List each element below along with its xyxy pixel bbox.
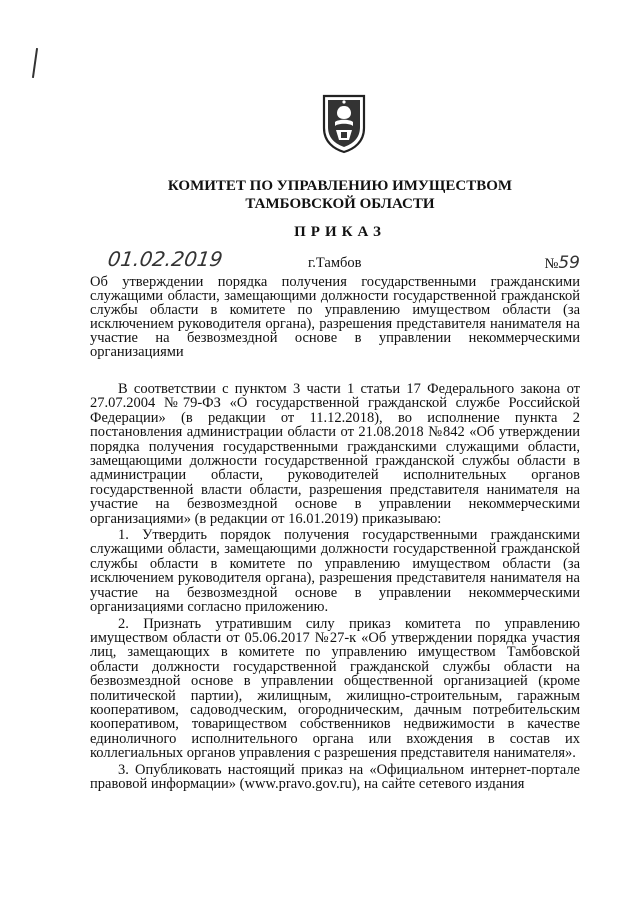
document-type-title: ПРИКАЗ bbox=[294, 224, 386, 240]
order-number bbox=[545, 253, 580, 273]
coat-of-arms-icon bbox=[321, 92, 367, 154]
number-prefix: № bbox=[544, 256, 559, 272]
committee-name-line2: ТАМБОВСКОЙ ОБЛАСТИ bbox=[245, 196, 435, 212]
date-number-line bbox=[90, 247, 580, 277]
committee-name-line1: КОМИТЕТ ПО УПРАВЛЕНИЮ ИМУЩЕСТВОМ bbox=[167, 178, 513, 194]
preamble-paragraph: В соответствии с пунктом 3 части 1 статьи 17 Федерального закона от 27.07.2004 №79-ФЗ «О государственной гражданской службе Российской Федерации» (в редакции от 11.12.2018), во исполнение пункта 2 постановления администрации области от 21.08.2018 №842 «Об утверждении порядка получения государственными гражданскими служащими области, замещающими должности государственной гражданской службы области в администрации области, руководителей исполнительных органов государственной власти области, разрешения представителя нанимателя на участие на безвозмездной основе в управлении некоммерческими организациями» (в редакции от 16.01.2019) приказываю: bbox=[90, 381, 580, 527]
committee-header bbox=[60, 177, 620, 213]
order-item-2: 2. Признать утратившим силу приказ комитета по управлению имуществом области от 05.06.2017 №27-к «Об утверждении порядка участия лиц, замещающих в комитете по управлению имуществом Тамбовской области должности государственной гражданской службы области на безвозмездной основе в управлении общественной организацией (кроме политической партии), жилищным, жилищно-строительным, гаражным кооперативом, садоводческим, огородническим, дачным потребительским кооперативом, товариществом собственников недвижимости в качестве единоличного исполнительного органа или вхождения в состав их коллегиальных органов управления с разрешения представителя нанимателя». bbox=[90, 615, 580, 762]
handwritten-margin-mark bbox=[32, 48, 38, 78]
order-subject: Об утверждении порядка получения государственными гражданскими служащими области, замещающими должности государственной гражданской службы области в комитете по управлению имуществом области (за исключением руководителя органа), разрешения представителя нанимателя на участие на безвозмездной основе в управлении некоммерческими организациями bbox=[90, 274, 580, 360]
order-item-3: 3. Опубликовать настоящий приказ на «Официальном интернет-портале правовой информации» (www.pravo.gov.ru), на сайте сетевого издания bbox=[90, 761, 580, 792]
handwritten-number: 59 bbox=[558, 253, 580, 273]
order-body bbox=[90, 382, 580, 791]
handwritten-date: 01.02.2019 bbox=[106, 247, 225, 271]
order-item-1: 1. Утвердить порядок получения государственными гражданскими служащими области, замещающими должности государственной гражданской службы области в комитете по управлению имуществом области (за исключением руководителя органа), разрешения представителя нанимателя на участие на безвозмездной основе в управлении некоммерческими организациями согласно приложению. bbox=[90, 527, 580, 616]
city-label: г.Тамбов bbox=[308, 255, 362, 271]
